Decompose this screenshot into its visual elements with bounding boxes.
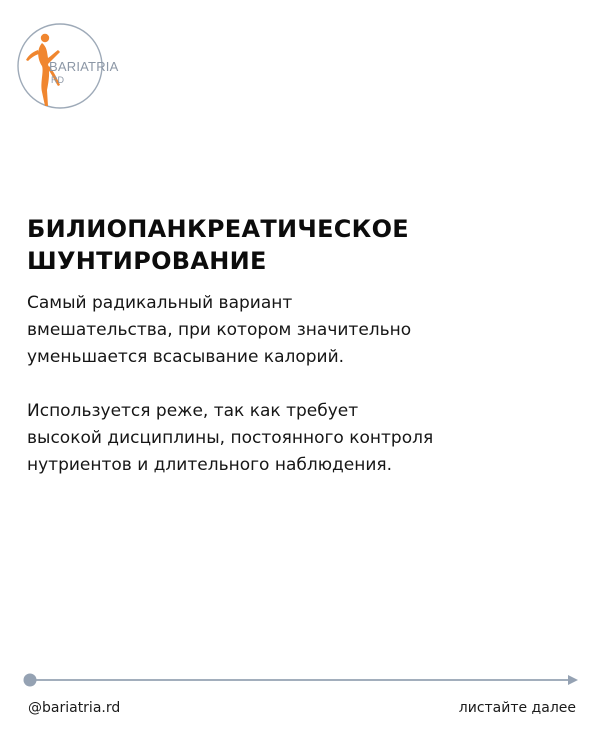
paragraph-line: вмешательства, при котором значительно bbox=[27, 320, 412, 340]
logo-brand-text: BARIATRIA bbox=[49, 59, 119, 74]
paragraph-line: Самый радикальный вариант bbox=[27, 293, 293, 313]
paragraph-line: высокой дисциплины, постоянного контроля bbox=[27, 428, 434, 448]
page-title bbox=[27, 213, 587, 277]
description-paragraph bbox=[27, 290, 587, 371]
logo-sub-text: RD bbox=[51, 75, 64, 85]
paragraph-line: нутриентов и длительного наблюдения. bbox=[27, 455, 393, 475]
brand-logo bbox=[14, 20, 119, 112]
progress-dot-icon bbox=[24, 674, 37, 687]
main-content bbox=[27, 213, 587, 479]
title-line: БИЛИОПАНКРЕАТИЧЕСКОЕ bbox=[27, 215, 409, 243]
bariatria-logo-icon bbox=[14, 20, 119, 112]
title-line: ШУНТИРОВАНИЕ bbox=[27, 247, 267, 275]
slide-progress-bar bbox=[22, 672, 580, 688]
instagram-handle[interactable]: @bariatria.rd bbox=[28, 700, 121, 716]
swipe-next-label[interactable]: листайте далее bbox=[458, 700, 576, 716]
paragraph-line: Используется реже, так как требует bbox=[27, 401, 359, 421]
usage-paragraph bbox=[27, 398, 587, 479]
paragraph-line: уменьшается всасывание калорий. bbox=[27, 347, 345, 367]
arrow-right-icon bbox=[568, 675, 578, 685]
